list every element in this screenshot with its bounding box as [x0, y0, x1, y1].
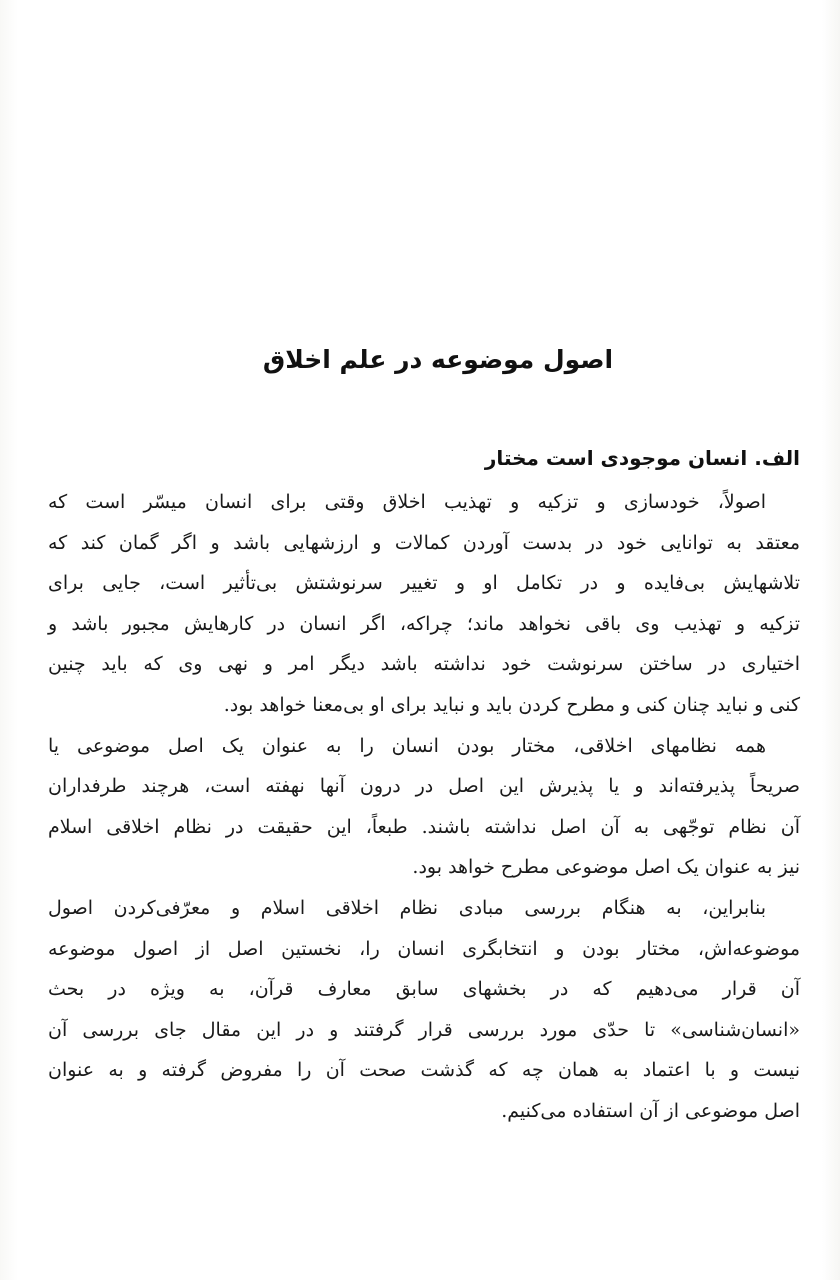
paragraph-3-line-1: بنابراین، به هنگام بررسی مبادی نظام اخلاقی اسلام و معرّفی‌کردن اصول: [48, 896, 766, 919]
paragraph-1-line-6: کنی و نباید چنان کنی و مطرح کردن باید و نباید برای او بی‌معنا خواهد بود.: [223, 693, 800, 716]
paragraph-3-line-6: اصل موضوعی از آن استفاده می‌کنیم.: [501, 1099, 800, 1122]
paragraph-2-line-1: همه نظامهای اخلاقی، مختار بودن انسان را به عنوان یک اصل موضوعی یا: [48, 734, 766, 757]
paragraph-2-line-4: نیز به عنوان یک اصل موضوعی مطرح خواهد بود.: [412, 856, 800, 879]
paragraph-1-line-1: اصولاً، خودسازی و تزکیه و تهذیب اخلاق وقتی برای انسان میسّر است که: [48, 491, 766, 513]
body-text: [48, 482, 800, 1132]
section-heading: الف. انسان موجودی است مختار: [484, 446, 800, 470]
paragraph-3-line-3: آن قرار می‌دهیم که در بخشهای سابق معارف قرآن، به ویژه در بحث: [48, 978, 800, 1001]
chapter-title: اصول موضوعه در علم اخلاق: [262, 345, 614, 374]
paragraph-3-line-5: نیست و با اعتماد به همان چه که گذشت صحت آن را مفروض گرفته و به عنوان: [48, 1059, 800, 1082]
paragraph-2-line-3: آن نظام توجّهی به آن اصل نداشته باشند. طبعاً، این حقیقت در نظام اخلاقی اسلام: [48, 815, 800, 838]
paragraph-1-line-2: معتقد به توانایی خود در بدست آوردن کمالات و ارزشهایی باشد و اگر گمان کند که: [48, 531, 800, 554]
paragraph-1-line-3: تلاشهایش بی‌فایده و در تکامل او و تغییر سرنوشتش بی‌تأثیر است، جایی برای: [48, 572, 800, 595]
paragraph-1-line-5: اختیاری در ساختن سرنوشت خود نداشته باشد دیگر امر و نهی وی که باید چنین: [48, 653, 800, 676]
paragraph-3-line-2: موضوعه‌اش، مختار بودن و انتخابگری انسان را، نخستین اصل از اصول موضوعه: [48, 937, 800, 960]
paragraph-3-line-4: «انسان‌شناسی» تا حدّی مورد بررسی قرار گرفتند و در این مقال جای بررسی آن: [48, 1018, 800, 1041]
paragraph-1-line-4: تزکیه و تهذیب وی باقی نخواهد ماند؛ چراکه، اگر انسان در کارهایش مجبور باشد و: [48, 612, 800, 635]
paragraph-2-line-2: صریحاً پذیرفته‌اند و یا پذیرش این اصل در درون آنها نهفته است، هرچند طرفداران: [48, 775, 800, 798]
